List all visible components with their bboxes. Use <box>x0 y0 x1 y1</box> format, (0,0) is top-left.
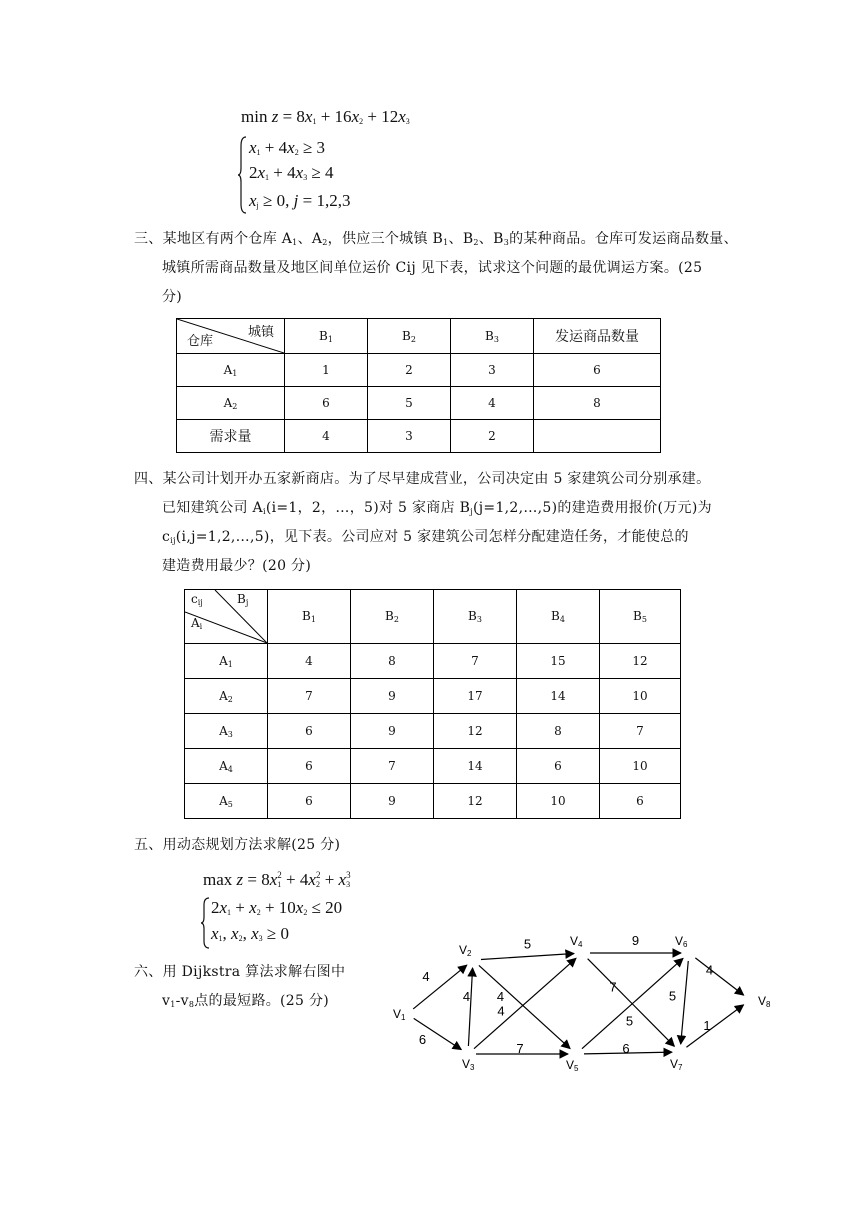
graph-edge-v5-v6 <box>582 958 683 1048</box>
graph-node-v4: V4 <box>570 934 583 949</box>
graph-edge-v3-v4 <box>474 958 576 1048</box>
q3-line-3: 分) <box>162 289 183 305</box>
graph-edge-weight: 5 <box>668 988 677 1004</box>
q3-cell: 2 <box>451 420 534 453</box>
q4-cell: 6 <box>268 784 351 819</box>
graph-edge-weight: 6 <box>418 1032 427 1047</box>
q4-cell: 15 <box>517 644 600 679</box>
q3-corner-cell <box>177 319 285 354</box>
graph-node-v1: V1 <box>393 1007 406 1022</box>
q3-transport-table <box>176 318 661 453</box>
q4-header-b2: $B_2$ <box>351 590 434 644</box>
graph-node-v7: V7 <box>670 1057 683 1072</box>
graph-edge-v2-v4 <box>481 954 574 960</box>
graph-node-v6: V6 <box>675 934 688 949</box>
q4-cell: 9 <box>351 679 434 714</box>
q4-line-4: 建造费用最少？(20 分) <box>162 558 312 574</box>
q3-cell: 3 <box>368 420 451 453</box>
q3-header-b3: $B_3$ <box>451 319 534 354</box>
q4-cell: 7 <box>600 714 681 749</box>
q4-cell: 7 <box>268 679 351 714</box>
q4-cell: 17 <box>434 679 517 714</box>
q4-cell: 8 <box>517 714 600 749</box>
q4-cell: 12 <box>434 714 517 749</box>
q4-cell: 7 <box>351 749 434 784</box>
q4-cell: 10 <box>600 679 681 714</box>
q5-constraint-1: $2x_1 + x_2 + 10x_2 \le 20$ <box>211 898 343 917</box>
graph-edge-weight: 4 <box>497 1003 505 1019</box>
q4-corner-cij: $c_{ij}$ <box>191 592 203 607</box>
q4-cell: 10 <box>517 784 600 819</box>
graph-edge-weight: 5 <box>625 1013 634 1029</box>
q3-row-label: $A_2$ <box>177 387 285 420</box>
q4-line-1: 四、某公司计划开办五家新商店。为了尽早建成营业，公司决定由 5 家建筑公司分别承建。 <box>134 471 711 487</box>
q4-corner-bj: $B_j$ <box>237 592 249 607</box>
q4-cell: 8 <box>351 644 434 679</box>
q4-cell: 6 <box>268 749 351 784</box>
q4-header-b1: $B_1$ <box>268 590 351 644</box>
q4-cell: 6 <box>517 749 600 784</box>
graph-edge-weight: 1 <box>703 1018 711 1033</box>
graph-edge-weight: 4 <box>422 969 430 984</box>
q4-cell: 7 <box>434 644 517 679</box>
q4-row-label: $A_1$ <box>185 644 268 679</box>
q4-line-3: $c_{ij}(i,j=1,2,\dots,5)$，见下表。公司应对 5 家建筑公司怎样分配建造任务，才能使总的 <box>162 529 689 545</box>
q3-row-label: $A_1$ <box>177 354 285 387</box>
q4-corner-cell <box>185 590 268 644</box>
graph-edge-weight: 7 <box>516 1041 524 1056</box>
q3-header-supply: 发运商品数量 <box>534 319 661 354</box>
q3-cell <box>534 420 661 453</box>
graph-edge-v6-v8 <box>695 958 743 995</box>
q4-row-label: $A_2$ <box>185 679 268 714</box>
q4-cell: 12 <box>434 784 517 819</box>
q3-header-b1: $B_1$ <box>285 319 368 354</box>
graph-edge-weight: 4 <box>462 989 471 1004</box>
q3-row-label: 需求量 <box>177 420 285 453</box>
q5-objective: $\max z = 8x_1^2 + 4x_2^2 + x_3^3$ <box>203 870 351 889</box>
q4-row-label: $A_4$ <box>185 749 268 784</box>
q3-cell: 6 <box>534 354 661 387</box>
q4-cell: 14 <box>434 749 517 784</box>
q5-constraint-2: $x_1$, $x_2$, $x_3 \ge 0$ <box>211 924 289 943</box>
q2-constraint-1: $x_1 + 4x_2 \ge 3$ <box>249 138 326 157</box>
q4-row-label: $A_5$ <box>185 784 268 819</box>
q5-line: 五、用动态规划方法求解(25 分) <box>134 837 341 853</box>
graph-edge-v6-v7 <box>681 961 689 1044</box>
q4-cell: 10 <box>600 749 681 784</box>
q3-cell: 6 <box>285 387 368 420</box>
q3-line-2: 城镇所需商品数量及地区间单位运价 Cij 见下表，试求这个问题的最优调运方案。(25 <box>162 260 703 276</box>
graph-edge-weight: 7 <box>609 979 617 995</box>
q4-cost-table <box>184 589 681 819</box>
q4-cell: 9 <box>351 784 434 819</box>
graph-edge-v7-v8 <box>686 1005 743 1047</box>
q3-corner-bottom: 仓库 <box>187 334 214 349</box>
q4-header-b4: $B_4$ <box>517 590 600 644</box>
q4-cell: 4 <box>268 644 351 679</box>
q3-cell: 3 <box>451 354 534 387</box>
graph-edge-weight: 6 <box>622 1041 630 1056</box>
graph-node-v8: V8 <box>758 994 771 1009</box>
q3-cell: 4 <box>451 387 534 420</box>
graph-edge-weight: 4 <box>496 989 505 1004</box>
q4-header-b5: $B_5$ <box>600 590 681 644</box>
q3-cell: 4 <box>285 420 368 453</box>
q3-cell: 1 <box>285 354 368 387</box>
q3-line-1: 三、某地区有两个仓库 $A_1$、$A_2$，供应三个城镇 $B_1$、$B_2$、$B_3$的某种商品。仓库可发运商品数量、 <box>134 231 738 247</box>
q3-cell: 8 <box>534 387 661 420</box>
graph-edge-v1-v2 <box>413 965 467 1009</box>
q6-line-2: $v_1-v_8$点的最短路。(25 分) <box>162 993 330 1009</box>
graph-node-v2: V2 <box>459 943 472 958</box>
q4-header-b3: $B_3$ <box>434 590 517 644</box>
graph-labels <box>393 933 771 1073</box>
q4-cell: 14 <box>517 679 600 714</box>
q3-header-b2: $B_2$ <box>368 319 451 354</box>
q4-cell: 9 <box>351 714 434 749</box>
q6-line-1: 六、用 Dijkstra 算法求解右图中 <box>134 964 346 980</box>
graph-node-v5: V5 <box>566 1058 579 1073</box>
q2-brace <box>238 136 248 214</box>
q4-cell: 6 <box>600 784 681 819</box>
shortest-path-graph <box>380 930 780 1085</box>
graph-edge-weight: 4 <box>705 962 714 978</box>
graph-edge-v3-v2 <box>468 968 472 1046</box>
q4-cell: 12 <box>600 644 681 679</box>
q2-objective: $\min z = 8x_1 + 16x_2 + 12x_3$ <box>241 107 410 126</box>
graph-edge-weight: 5 <box>523 936 532 952</box>
q3-cell: 5 <box>368 387 451 420</box>
graph-node-v3: V3 <box>462 1057 475 1072</box>
graph-edge-v2-v5 <box>479 965 570 1048</box>
q5-brace <box>201 897 211 949</box>
graph-edge-v4-v7 <box>588 959 675 1047</box>
q4-corner-ai: $A_i$ <box>191 616 203 631</box>
q2-constraint-3: $x_j \ge 0$, j = 1,2,3 <box>249 191 351 210</box>
q4-cell: 6 <box>268 714 351 749</box>
graph-edge-weight: 9 <box>631 933 640 948</box>
q3-corner-top: 城镇 <box>247 325 274 340</box>
q4-line-2: 已知建筑公司 $A_i(i=1$，2，…，5)对 5 家商店 $B_j(j=1,2,\dots,5)$的建造费用报价(万元)为 <box>162 500 712 516</box>
q2-constraint-2: $2x_1 + 4x_3 \ge 4$ <box>249 163 334 182</box>
q4-row-label: $A_3$ <box>185 714 268 749</box>
q3-cell: 2 <box>368 354 451 387</box>
